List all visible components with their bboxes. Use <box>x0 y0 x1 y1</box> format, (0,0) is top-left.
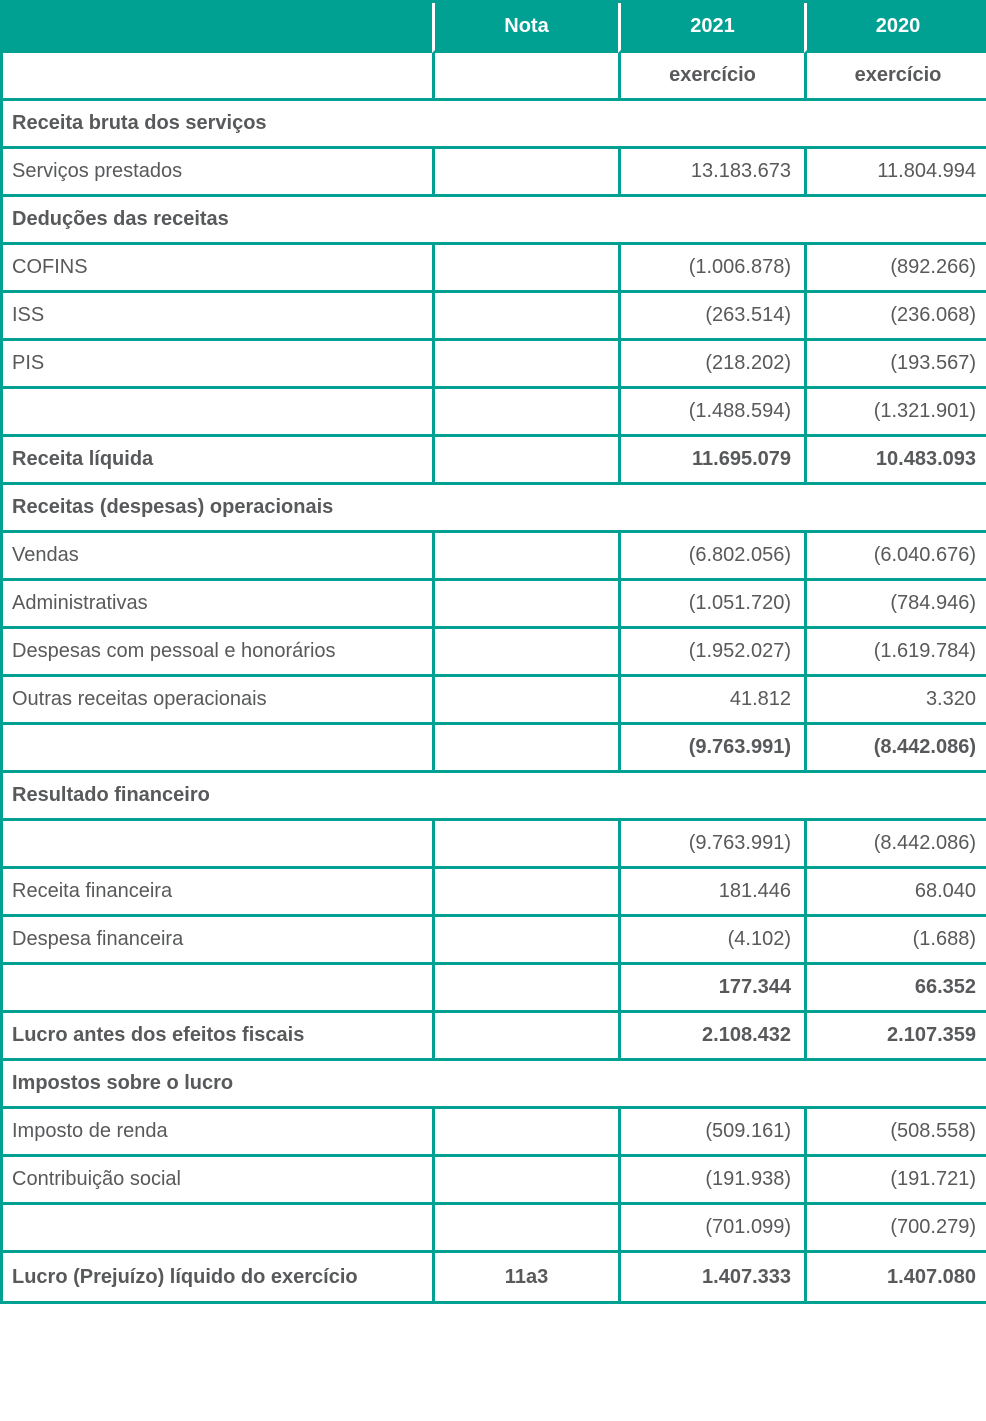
table-row <box>3 341 986 389</box>
total-row <box>3 437 986 485</box>
section-title: Receitas (despesas) operacionais <box>3 485 986 533</box>
nota-cell <box>432 1013 618 1061</box>
section-row <box>3 197 986 245</box>
section-title: Impostos sobre o lucro <box>3 1061 986 1109</box>
value-2020: (191.721) <box>804 1157 986 1205</box>
value-2020: 2.107.359 <box>804 1013 986 1061</box>
table-row <box>3 533 986 581</box>
nota-cell <box>432 245 618 293</box>
row-label <box>3 725 432 773</box>
column-header-nota: Nota <box>432 3 618 53</box>
subheader-2020-cell: exercício <box>804 53 986 101</box>
value-2020: (1.688) <box>804 917 986 965</box>
value-2021: 181.446 <box>618 869 804 917</box>
value-2020: 68.040 <box>804 869 986 917</box>
row-label: COFINS <box>3 245 432 293</box>
row-label: Imposto de renda <box>3 1109 432 1157</box>
value-2021: (4.102) <box>618 917 804 965</box>
value-2020: (784.946) <box>804 581 986 629</box>
subheader-2021-cell: exercício <box>618 53 804 101</box>
row-label: PIS <box>3 341 432 389</box>
total-row <box>3 1253 986 1301</box>
row-label: Lucro (Prejuízo) líquido do exercício <box>12 1265 358 1288</box>
table-header-row <box>3 3 986 53</box>
value-2021: (9.763.991) <box>618 725 804 773</box>
value-2020: (508.558) <box>804 1109 986 1157</box>
nota-cell <box>432 149 618 197</box>
row-label: Administrativas <box>3 581 432 629</box>
nota-cell <box>432 965 618 1013</box>
table-row <box>3 293 986 341</box>
row-label: Lucro antes dos efeitos fiscais <box>3 1013 432 1061</box>
value-2020: (8.442.086) <box>804 821 986 869</box>
value-2020: 11.804.994 <box>804 149 986 197</box>
subheader-item-cell <box>3 53 432 101</box>
total-row <box>3 1013 986 1061</box>
nota-cell <box>432 581 618 629</box>
section-row <box>3 1061 986 1109</box>
subtotal-row <box>3 1205 986 1253</box>
table-row <box>3 869 986 917</box>
section-title: Deduções das receitas <box>3 197 986 245</box>
value-2020: 66.352 <box>804 965 986 1013</box>
nota-cell <box>432 725 618 773</box>
nota-cell <box>432 1157 618 1205</box>
value-2021: (1.488.594) <box>618 389 804 437</box>
row-label <box>3 965 432 1013</box>
row-label <box>3 389 432 437</box>
subtotal-row <box>3 725 986 773</box>
value-2020: (8.442.086) <box>804 725 986 773</box>
nota-cell <box>432 341 618 389</box>
value-2020: 1.407.080 <box>804 1253 986 1301</box>
row-label: Contribuição social <box>3 1157 432 1205</box>
value-2020: (1.321.901) <box>804 389 986 437</box>
section-row <box>3 485 986 533</box>
table-subheader-row <box>3 53 986 101</box>
value-2020: (236.068) <box>804 293 986 341</box>
value-2021: 41.812 <box>618 677 804 725</box>
value-2021: 13.183.673 <box>618 149 804 197</box>
nota-cell <box>432 293 618 341</box>
column-header-2020: 2020 <box>804 3 986 53</box>
row-label <box>3 821 432 869</box>
nota-cell <box>432 821 618 869</box>
nota-cell <box>432 677 618 725</box>
value-2021: (9.763.991) <box>618 821 804 869</box>
nota-cell <box>432 533 618 581</box>
value-2021: 2.108.432 <box>618 1013 804 1061</box>
value-2021: (509.161) <box>618 1109 804 1157</box>
value-2021: (1.051.720) <box>618 581 804 629</box>
nota-cell <box>432 917 618 965</box>
value-2021: (6.802.056) <box>618 533 804 581</box>
section-row <box>3 101 986 149</box>
value-2020: (6.040.676) <box>804 533 986 581</box>
row-label: ISS <box>3 293 432 341</box>
table-row <box>3 917 986 965</box>
row-label: Vendas <box>3 533 432 581</box>
row-label: Serviços prestados <box>3 149 432 197</box>
row-label: Receita financeira <box>3 869 432 917</box>
nota-cell <box>432 437 618 485</box>
value-2021: (1.952.027) <box>618 629 804 677</box>
value-2021: (218.202) <box>618 341 804 389</box>
section-title: Resultado financeiro <box>3 773 986 821</box>
column-header-item <box>3 3 432 53</box>
value-2021: (1.006.878) <box>618 245 804 293</box>
table-row <box>3 629 986 677</box>
nota-cell: 11a3 <box>432 1253 618 1301</box>
value-2020: (193.567) <box>804 341 986 389</box>
value-2021: (263.514) <box>618 293 804 341</box>
value-2021: 1.407.333 <box>618 1253 804 1301</box>
subtotal-row <box>3 389 986 437</box>
subtotal-row <box>3 965 986 1013</box>
value-2021: (191.938) <box>618 1157 804 1205</box>
row-label: Despesas com pessoal e honorários <box>3 629 432 677</box>
value-2021: 177.344 <box>618 965 804 1013</box>
nota-cell <box>432 1205 618 1253</box>
nota-cell <box>432 869 618 917</box>
table-row <box>3 581 986 629</box>
value-2020: (1.619.784) <box>804 629 986 677</box>
table-row <box>3 1109 986 1157</box>
nota-cell <box>432 629 618 677</box>
row-label <box>3 1205 432 1253</box>
value-2020: (700.279) <box>804 1205 986 1253</box>
value-2021: (701.099) <box>618 1205 804 1253</box>
row-label: Outras receitas operacionais <box>3 677 432 725</box>
value-2021: 11.695.079 <box>618 437 804 485</box>
value-2020: 10.483.093 <box>804 437 986 485</box>
row-label: Despesa financeira <box>3 917 432 965</box>
subheader-nota-cell <box>432 53 618 101</box>
table-row <box>3 245 986 293</box>
column-header-2021: 2021 <box>618 3 804 53</box>
section-title: Receita bruta dos serviços <box>3 101 986 149</box>
table-row <box>3 821 986 869</box>
row-label: Receita líquida <box>3 437 432 485</box>
value-2020: (892.266) <box>804 245 986 293</box>
table-row <box>3 149 986 197</box>
value-2020: 3.320 <box>804 677 986 725</box>
nota-cell <box>432 1109 618 1157</box>
table-row <box>3 677 986 725</box>
section-row <box>3 773 986 821</box>
nota-cell <box>432 389 618 437</box>
table-row <box>3 1157 986 1205</box>
